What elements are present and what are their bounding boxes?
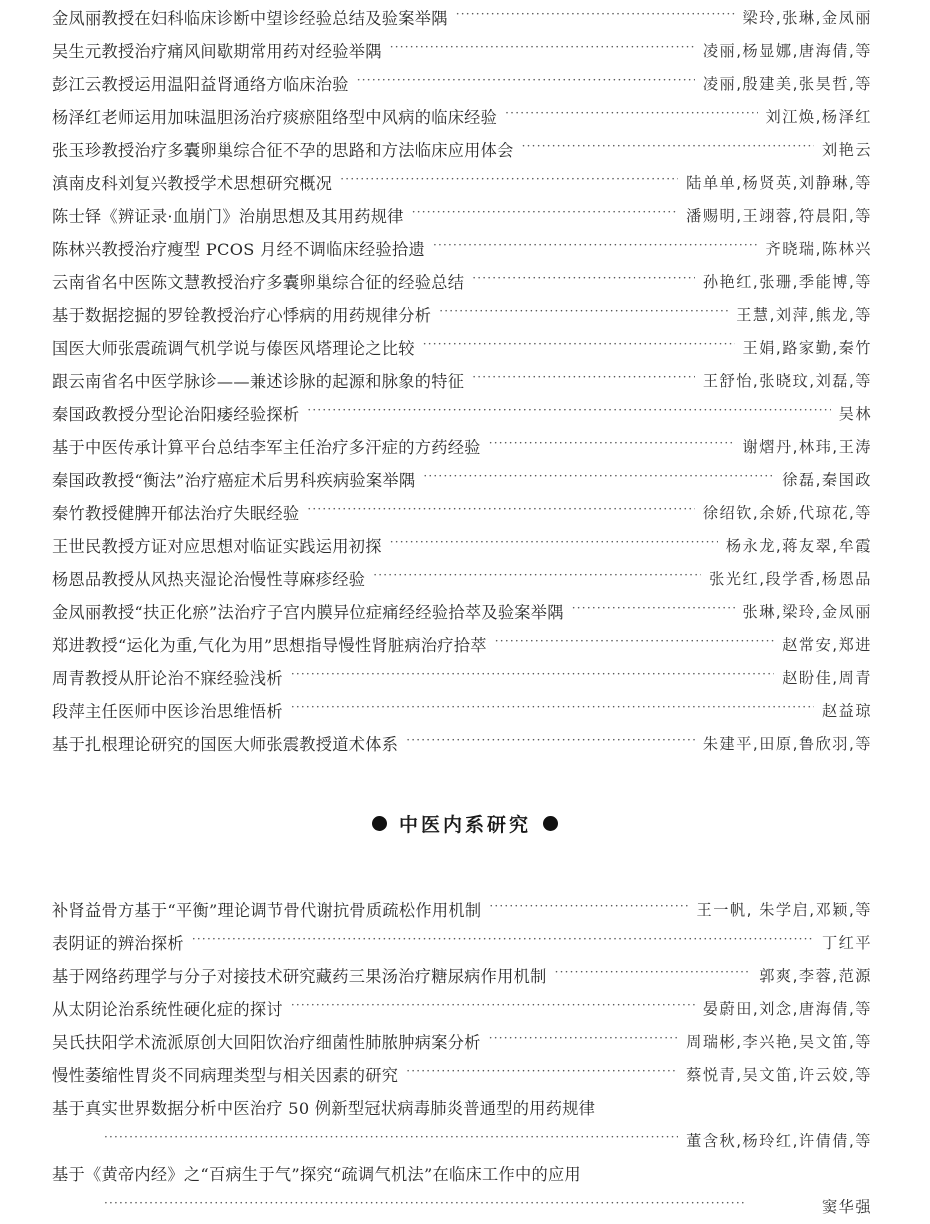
dot-leader [456,0,735,31]
article-title: 杨泽红老师运用加味温胆汤治疗痰瘀阻络型中风病的临床经验 [52,108,498,127]
dot-leader [406,724,695,757]
article-authors: 孙艳红,张珊,季能博,等 [702,273,872,291]
article-authors: 王一帆, 朱学启,邓颖,等 [696,901,872,919]
dot-leader [572,592,735,625]
article-title: 吴生元教授治疗痛风间歇期常用药对经验举隅 [52,42,382,61]
article-authors: 晏蔚田,刘念,唐海倩,等 [702,1000,872,1018]
dot-leader [340,163,678,196]
dot-leader [104,1187,814,1220]
article-authors: 徐磊,秦国政 [782,471,872,489]
dot-leader [522,130,814,163]
article-authors: 凌丽,杨显娜,唐海倩,等 [702,42,872,60]
article-title: 张玉珍教授治疗多囊卵巢综合征不孕的思路和方法临床应用体会 [52,141,514,160]
article-authors: 刘江焕,杨泽红 [765,108,872,126]
article-authors: 凌丽,殷建美,张昊哲,等 [702,75,872,93]
article-title: 基于网络药理学与分子对接技术研究藏药三果汤治疗糖尿病作用机制 [52,967,547,986]
dot-leader [373,559,701,592]
dot-leader [505,97,757,130]
article-title: 段萍主任医师中医诊治思维悟析 [52,702,283,721]
article-title: 郑进教授“运化为重,气化为用”思想指导慢性肾脏病治疗拾萃 [52,636,487,655]
dot-leader [433,229,758,262]
dot-leader [307,394,830,427]
dot-leader [412,196,678,229]
article-title: 吴氏扶阳学术流派原创大回阳饮治疗细菌性肺脓肿病案分析 [52,1033,481,1052]
article-title: 基于中医传承计算平台总结李军主任治疗多汗症的方药经验 [52,438,481,457]
article-authors: 赵盼佳,周青 [782,669,872,687]
dot-leader [472,361,695,394]
dot-leader [423,328,735,361]
toc-section-1 [52,2,872,761]
article-title: 滇南皮科刘复兴教授学术思想研究概况 [52,174,333,193]
dot-leader [489,427,735,460]
dot-leader [555,956,752,989]
toc-entry[interactable] [52,728,872,761]
section-heading-title: 中医内系研究 [398,814,531,836]
article-authors: 窦华强 [821,1198,872,1216]
dot-leader [472,262,695,295]
article-title: 秦国政教授分型论治阳痿经验探析 [52,405,300,424]
article-authors: 吴林 [838,405,872,423]
article-title: 彭江云教授运用温阳益肾通络方临床治验 [52,75,349,94]
article-title: 云南省名中医陈文慧教授治疗多囊卵巢综合征的经验总结 [52,273,465,292]
dot-leader [495,625,774,658]
toc-entry[interactable] [52,398,872,431]
article-title: 补肾益骨方基于“平衡”理论调节骨代谢抗骨质疏松作用机制 [52,901,482,920]
article-title: 金凤丽教授“扶正化瘀”法治疗子宫内膜异位症痛经经验拾萃及验案举隅 [52,603,564,622]
article-authors: 谢熠丹,林玮,王涛 [742,438,872,456]
dot-leader [307,493,695,526]
dot-leader [291,691,814,724]
article-authors: 蔡悦青,吴文笛,许云姣,等 [686,1066,872,1084]
dot-leader [390,526,718,559]
dot-leader [489,1022,678,1055]
section-heading [0,810,930,837]
dot-leader [192,923,814,956]
article-authors: 刘艳云 [821,141,872,159]
article-authors: 王慧,刘萍,熊龙,等 [736,306,872,324]
article-authors: 赵益琼 [821,702,872,720]
article-authors: 徐绍钦,余娇,代琼花,等 [702,504,872,522]
article-title: 秦竹教授健脾开郁法治疗失眠经验 [52,504,300,523]
article-authors: 王娟,路家勤,秦竹 [742,339,872,357]
dot-leader [439,295,728,328]
article-authors: 董含秋,杨玲红,许倩倩,等 [686,1132,872,1150]
article-title: 秦国政教授“衡法”治疗癌症术后男科疾病验案举隅 [52,471,416,490]
article-authors: 张琳,梁玲,金凤丽 [742,603,872,621]
article-authors: 齐晓瑞,陈林兴 [765,240,872,258]
article-title: 陈士铎《辨证录·血崩门》治崩思想及其用药规律 [52,207,404,226]
dot-leader [104,1121,678,1154]
article-title: 杨恩品教授从风热夹湿论治慢性荨麻疹经验 [52,570,366,589]
dot-leader [390,31,695,64]
toc-section-internal-medicine [52,894,872,1224]
article-authors: 周瑞彬,李兴艳,吴文笛,等 [686,1033,872,1051]
article-title: 基于真实世界数据分析中医治疗 50 例新型冠状病毒肺炎普通型的用药规律 [52,1099,596,1118]
dot-leader [489,890,688,923]
dot-leader [291,658,774,691]
article-title: 基于《黄帝内经》之“百病生于气”探究“疏调气机法”在临床工作中的应用 [52,1165,581,1184]
article-title: 金凤丽教授在妇科临床诊断中望诊经验总结及验案举隅 [52,9,448,28]
article-title: 表阴证的辨治探析 [52,934,184,953]
article-authors: 潘赐明,王翊蓉,符晨阳,等 [686,207,872,225]
dot-leader [291,989,695,1022]
article-title: 陈林兴教授治疗瘦型 PCOS 月经不调临床经验拾遗 [52,240,425,259]
toc-entry[interactable] [52,233,872,266]
article-authors: 杨永龙,蒋友翠,牟霞 [725,537,872,555]
dot-leader [423,460,774,493]
article-title: 王世民教授方证对应思想对临证实践运用初探 [52,537,382,556]
article-authors: 朱建平,田原,鲁欣羽,等 [702,735,872,753]
toc-entry[interactable] [52,563,872,596]
filled-circle-bullet-icon [543,816,558,831]
toc-entry[interactable] [52,1092,872,1158]
toc-entry[interactable] [52,993,872,1026]
article-title: 从太阴论治系统性硬化症的探讨 [52,1000,283,1019]
toc-entry[interactable] [52,1059,872,1092]
toc-entry[interactable] [52,1158,872,1224]
article-title: 基于数据挖掘的罗铨教授治疗心悸病的用药规律分析 [52,306,432,325]
filled-circle-bullet-icon [372,816,387,831]
article-authors: 王舒怡,张晓玟,刘磊,等 [702,372,872,390]
dot-leader [406,1055,678,1088]
dot-leader [357,64,695,97]
article-title: 周青教授从肝论治不寐经验浅析 [52,669,283,688]
article-authors: 陆单单,杨贤英,刘静琳,等 [686,174,872,192]
article-authors: 郭爽,李蓉,范源 [759,967,872,985]
toc-entry[interactable] [52,332,872,365]
article-title: 跟云南省名中医学脉诊——兼述诊脉的起源和脉象的特征 [52,372,465,391]
article-title: 国医大师张震疏调气机学说与傣医风塔理论之比较 [52,339,415,358]
article-title: 慢性萎缩性胃炎不同病理类型与相关因素的研究 [52,1066,399,1085]
article-authors: 梁玲,张琳,金凤丽 [742,9,872,27]
article-title: 基于扎根理论研究的国医大师张震教授道术体系 [52,735,399,754]
article-authors: 张光红,段学香,杨恩品 [709,570,872,588]
article-authors: 丁红平 [821,934,872,952]
article-authors: 赵常安,郑进 [782,636,872,654]
